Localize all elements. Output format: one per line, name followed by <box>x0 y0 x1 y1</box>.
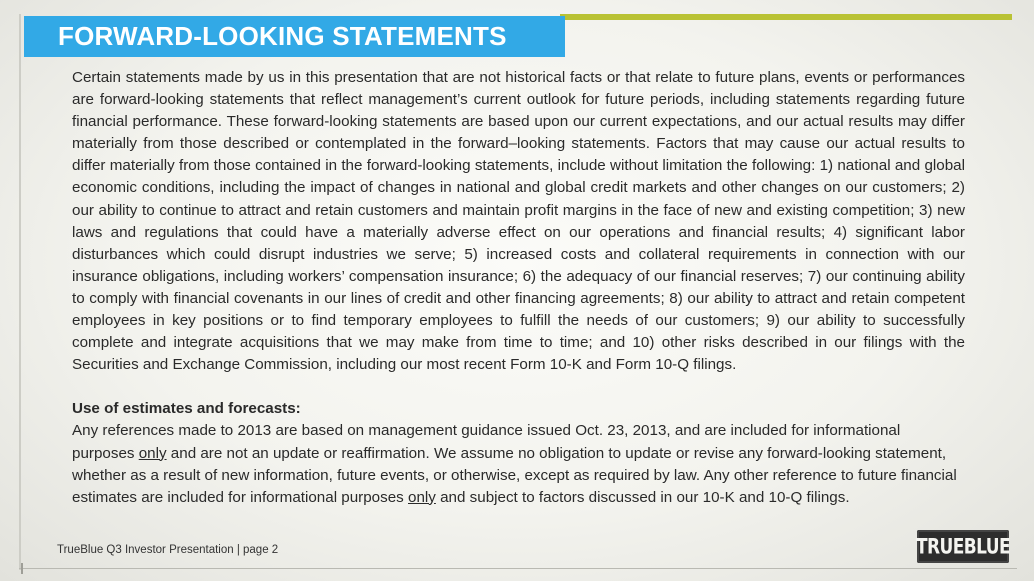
forward-looking-paragraph: Certain statements made by us in this presentation that are not historical facts or that relate to future plans, events or performances are forward-looking statements that reflect management’s current outlook for future periods, including statements regarding future financial performance. These forward-looking statements are based upon our current expectations, and our actual results may differ materially from those described or contemplated in the forward–looking statements. Factors that may cause our actual results to differ materially from those contained in the forward-looking statements, include without limitation the following: 1) national and global economic conditions, including the impact of changes in national and global credit markets and other changes on our customers; 2) our ability to continue to attract and retain customers and maintain profit margins in the face of new and existing competition; 3) new laws and regulations that could have a materially adverse effect on our operations and financial results; 4) significant labor disturbances which could disrupt industries we serve; 5) increased costs and collateral requirements in connection with our insurance obligations, including workers’ compensation insurance; 6) the adequacy of our financial reserves; 7) our continuing ability to comply with financial covenants in our lines of credit and other financing agreements; 8) our ability to attract and retain competent employees in key positions or to find temporary employees to fulfill the needs of our customers; 9) our ability to successfully complete and integrate acquisitions that we may make from time to time; and 10) other risks described in our filings with the Securities and Exchange Commission, including our most recent Form 10-K and Form 10-Q filings. <box>72 69 965 374</box>
estimates-text-part3: and subject to factors discussed in our 10-K and 10-Q filings. <box>435 488 850 506</box>
slide-body <box>72 67 965 509</box>
page-title: FORWARD-LOOKING STATEMENTS <box>58 21 507 51</box>
bottom-rule <box>19 568 1017 569</box>
accent-bar <box>560 14 1012 20</box>
left-rule <box>19 14 21 570</box>
estimates-text-part1: Any references made to 2013 are based on management guidance issued Oct. 23, 2013, and are included for informational purposes <box>72 422 901 462</box>
title-bar <box>24 16 565 57</box>
trueblue-logo <box>917 530 1009 563</box>
bottom-rule-tick <box>21 563 23 574</box>
estimates-paragraph <box>72 420 965 508</box>
logo-wordmark: TRUEBLUE <box>916 534 1010 559</box>
estimates-text-part2: and are not an update or reaffirmation. We assume no obligation to update or revise any forward-looking statement, whether as a result of new information, future events, or otherwise, except as required by law. Any other reference to future financial estimates are included for informational purposes <box>72 444 957 506</box>
footer-caption: TrueBlue Q3 Investor Presentation | page 2 <box>57 544 279 556</box>
estimates-only-emphasis: only <box>408 488 436 506</box>
estimates-only-emphasis: only <box>138 444 167 462</box>
estimates-heading: Use of estimates and forecasts: <box>72 400 301 418</box>
